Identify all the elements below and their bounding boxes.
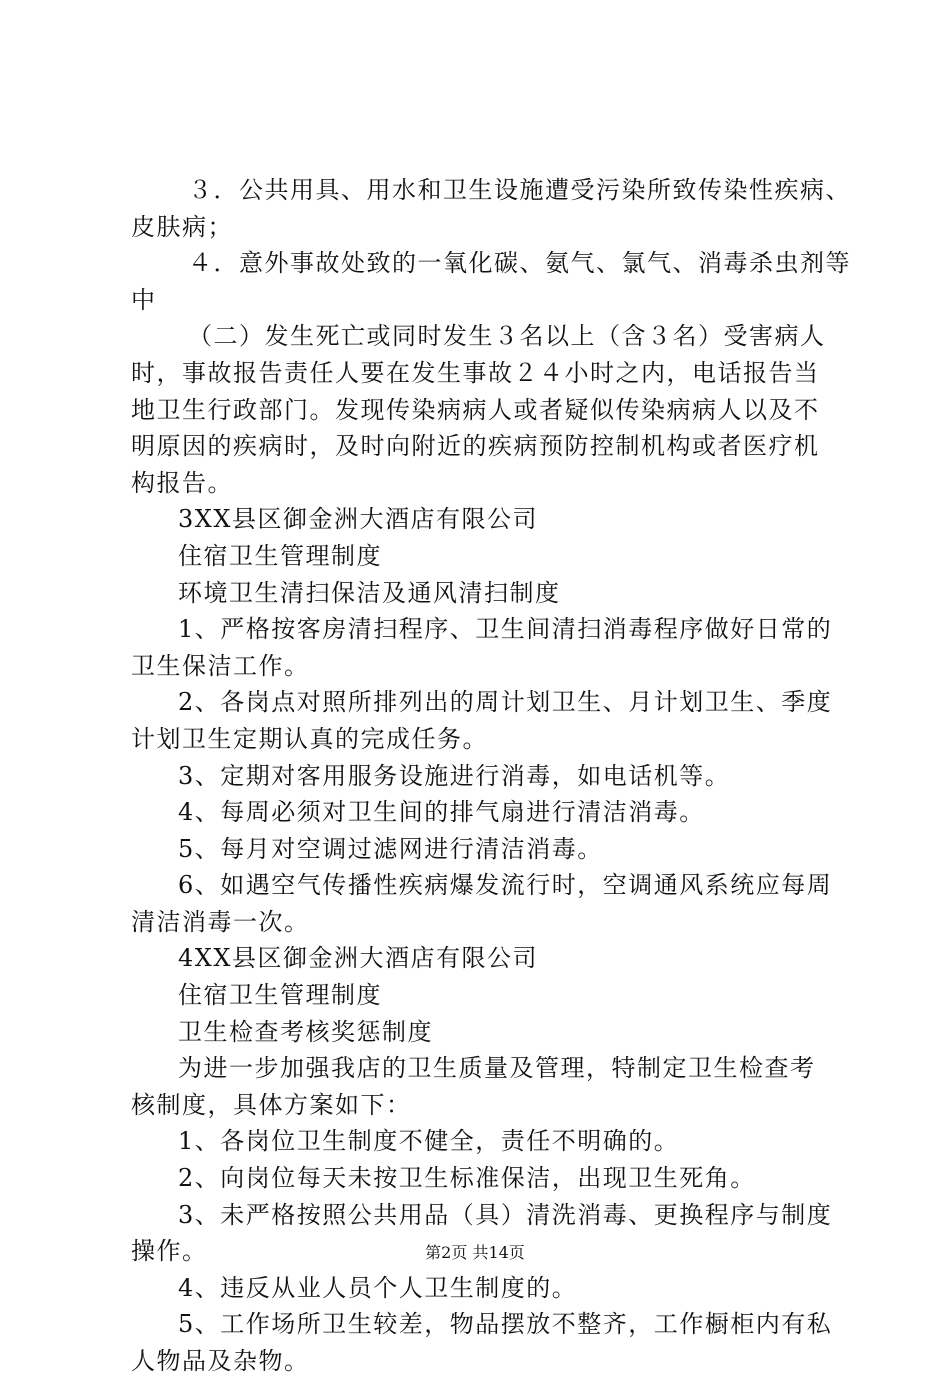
text-line: 6、如遇空气传播性疾病爆发流行时，空调通风系统应每周 [178,871,833,900]
text-line: 明原因的疾病时，及时向附近的疾病预防控制机构或者医疗机 [131,432,820,461]
text-line: ３．公共用具、用水和卫生设施遭受污染所致传染性疾病、 [188,176,851,204]
text-line: 皮肤病； [131,212,233,241]
text-line: 清洁消毒一次。 [131,907,310,936]
text-line: 人物品及杂物。 [131,1347,310,1375]
text-line: 计划卫生定期认真的完成任务。 [131,724,488,753]
text-line: 构报告。 [131,468,233,497]
text-line: 中 [131,285,157,314]
text-line: 1、各岗位卫生制度不健全，责任不明确的。 [178,1127,680,1156]
document-body [131,172,851,1380]
text-line: ４．意外事故处致的一氧化碳、氨气、氯气、消毒杀虫剂等 [188,249,851,278]
text-line: （二）发生死亡或同时发生３名以上（含３名）受害病人 [188,322,826,351]
text-line: 卫生保洁工作。 [131,651,310,680]
text-line: 住宿卫生管理制度 [178,541,382,570]
text-line: 4、违反从业人员个人卫生制度的。 [178,1273,578,1302]
text-line: 5、每月对空调过滤网进行清洁消毒。 [178,834,603,863]
text-line: 2、各岗点对照所排列出的周计划卫生、月计划卫生、季度 [178,688,833,717]
text-line: 5、工作场所卫生较差，物品摆放不整齐，工作橱柜内有私 [178,1310,833,1339]
text-line: 环境卫生清扫保洁及通风清扫制度 [178,578,561,607]
text-line: 时，事故报告责任人要在发生事故２４小时之内，电话报告当 [131,358,820,387]
text-line: 2、向岗位每天未按卫生标准保洁，出现卫生死角。 [178,1164,756,1193]
text-line: 核制度，具体方案如下： [131,1090,412,1119]
text-line: 3、未严格按照公共用品（具）清洗消毒、更换程序与制度 [178,1200,833,1229]
text-line: 地卫生行政部门。发现传染病病人或者疑似传染病病人以及不 [131,395,820,424]
text-line: 住宿卫生管理制度 [178,981,382,1010]
text-line: 3XX县区御金洲大酒店有限公司 [178,505,538,534]
text-line: 3、定期对客用服务设施进行消毒，如电话机等。 [178,761,731,790]
text-line: 4XX县区御金洲大酒店有限公司 [178,944,538,973]
text-line: 为进一步加强我店的卫生质量及管理，特制定卫生检查考 [178,1054,816,1083]
text-line: 操作。 [131,1237,208,1266]
text-line: 卫生检查考核奖惩制度 [178,1017,433,1046]
page-footer: 第2页 共14页 [425,1243,525,1262]
text-line: 4、每周必须对卫生间的排气扇进行清洁消毒。 [178,798,705,827]
text-line: 1、严格按客房清扫程序、卫生间清扫消毒程序做好日常的 [178,615,833,644]
